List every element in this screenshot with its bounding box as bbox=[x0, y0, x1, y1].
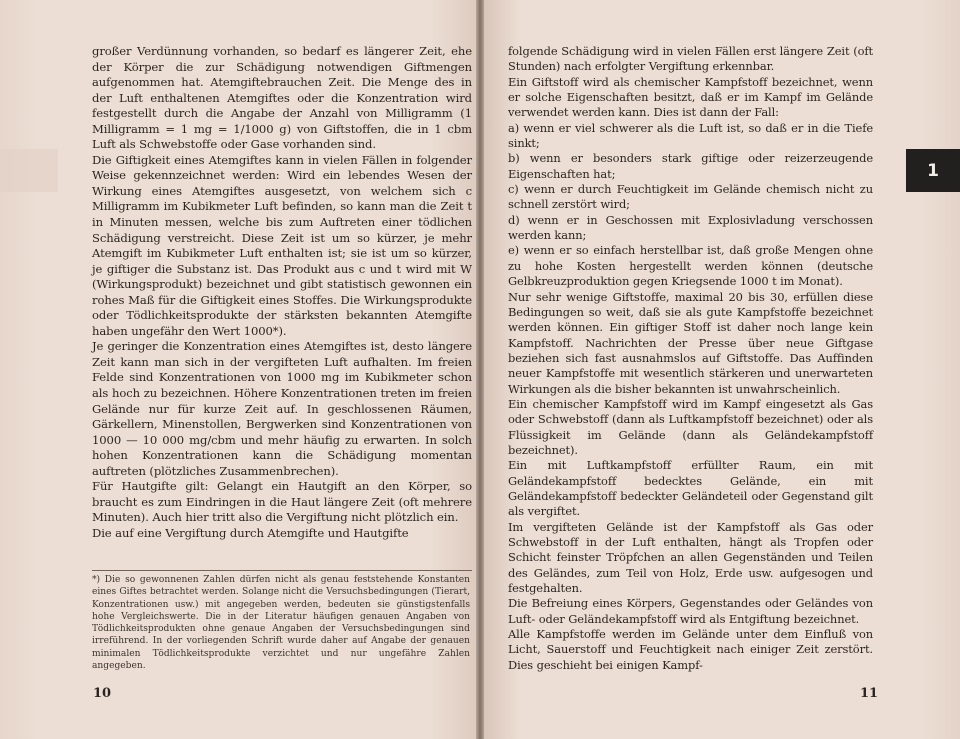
page-number-left: 10 bbox=[93, 686, 112, 701]
chapter-tab: 1 bbox=[906, 149, 960, 192]
right-page-body-text: folgende Schädigung wird in vielen Fällen erst längere Zeit (oft Stunden) nach erfolgter Vergiftung erkennbar. Ein Giftstoff wird als chemischer Kampfstoff bezeichnet, wenn er solche Eigenschaften besitzt, daß er im Kampf im Gelände verwendet werden kann. Dies ist dann der Fall: a) wenn er viel schwerer als die Luft ist, so daß er in die Tiefe sinkt; b) wenn er besonders stark giftige oder reizerzeugende Eigenschaften hat; c) wenn er durch Feuchtigkeit im Gelände chemisch nicht zu schnell zerstört wird; d) wenn er in Geschossen mit Explosivladung verschossen werden kann; e) wenn er so einfach herstellbar ist, daß große Mengen ohne zu hohe Kosten hergestellt werden können (deutsche Gelbkreuzproduktion gegen Kriegsende 1000 t im Monat). Nur sehr wenige Giftstoffe, maximal 20 bis 30, erfüllen diese Bedingungen so weit, daß sie als gute Kampfstoffe bezeichnet werden können. Ein giftiger Stoff ist daher noch lange kein Kampfstoff. Nachrichten der Presse über neue Giftgase beziehen sich fast ausnahmslos auf Giftstoffe. Das Auffinden neuer Kampfstoffe mit wesentlich stärkeren und unerwarteten Wirkungen als die bisher bekannten ist unwahrscheinlich. Ein chemischer Kampfstoff wird im Kampf eingesetzt als Gas oder Schwebstoff (dann als Luftkampfstoff bezeichnet) oder als Flüssigkeit im Gelände (dann als Geländekampfstoff bezeichnet). Ein mit Luftkampfstoff erfüllter Raum, ein mit Geländekampfstoff bedecktes Gelände, ein mit Geländekampfstoff bedeckter Geländeteil oder Gegenstand gilt als vergiftet. Im vergifteten Gelände ist der Kampfstoff als Gas oder Schwebstoff in der Luft enthalten, hängt als Tropfen oder Schicht feinster Tröpfchen an allen Gegenständen und Teilen des Geländes, zum Teil von Holz, Erde usw. aufgesogen und festgehalten. Die Befreiung eines Körpers, Gegenstandes oder Geländes von Luft- oder Geländekampfstoff wird als Entgiftung bezeichnet. Alle Kampfstoffe werden im Gelände unter dem Einfluß von Licht, Sauerstoff und Feuchtigkeit nach einiger Zeit zerstört. Dies geschieht bei einigen Kampf- bbox=[508, 44, 873, 672]
left-page-body-text: großer Verdünnung vorhanden, so bedarf es längerer Zeit, ehe der Körper die zur Schädigung notwendigen Giftmengen aufgenommen hat. Atemgiftebrauchen Zeit. Die Menge des in der Luft enthaltenen Atemgiftes oder die Konzentration wird festgestellt durch die Angabe der Anzahl von Milligramm (1 Milligramm = 1 mg = 1/1000 g) von Giftstoffen, die in 1 cbm Luft als Schwebstoffe oder Gase vorhanden sind. Die Giftigkeit eines Atemgiftes kann in vielen Fällen in folgender Weise gekennzeichnet werden: Wird ein lebendes Wesen der Wirkung eines Atemgiftes ausgesetzt, von welchem sich c Milligramm im Kubikmeter Luft befinden, so kann man die Zeit t in Minuten messen, welche bis zum Auftreten einer tödlichen Schädigung verstreicht. Diese Zeit ist um so kürzer, je mehr Atemgift im Kubikmeter Luft enthalten ist; sie ist um so kürzer, je giftiger die Substanz ist. Das Produkt aus c und t wird mit W (Wirkungsprodukt) bezeichnet und gibt statistisch gewonnen ein rohes Maß für die Giftigkeit eines Stoffes. Die Wirkungsprodukte oder Tödlichkeitsprodukte der stärksten bekannten Atemgifte haben ungefähr den Wert 1000*). Je geringer die Konzentration eines Atemgiftes ist, desto längere Zeit kann man sich in der vergifteten Luft aufhalten. Im freien Felde sind Konzentrationen von 1000 mg im Kubikmeter schon als hoch zu bezeichnen. Höhere Konzentrationen treten im freien Gelände nur für kurze Zeit auf. In geschlossenen Räumen, Gärkellern, Minenstollen, Bergwerken sind Konzentrationen von 1000 — 10 000 mg/cbm und mehr häufig zu erwarten. In solch hohen Konzentrationen kann die Schädigung momentan auftreten (plötzliches Zusammenbrechen). Für Hautgifte gilt: Gelangt ein Hautgift an den Körper, so braucht es zum Eindringen in die Haut längere Zeit (oft mehrere Minuten). Auch hier tritt also die Vergiftung nicht plötzlich ein. Die auf eine Vergiftung durch Atemgifte und Hautgifte bbox=[92, 44, 472, 540]
footnote-separator bbox=[92, 570, 472, 571]
book-gutter bbox=[476, 0, 484, 739]
left-page-footnote: *) Die so gewonnenen Zahlen dürfen nicht als genau feststehende Konstanten eines Giftes betrachtet werden. Solange nicht die Versuchsbedingungen (Tierart, Konzentrationen usw.) mit angegeben werden, bedeuten sie günstigstenfalls hohe Vergleichswerte. Die in der Literatur häufigen genauen Angaben von Tödlichkeitsprodukten ohne genaue Angaben der Versuchsbedingungen sind irreführend. In der vorliegenden Schrift wurde daher auf Angabe der genauen minimalen Tödlichkeitsprodukte verzichtet und nur ungefähre Zahlen angegeben. bbox=[92, 575, 470, 672]
page-number-right: 11 bbox=[860, 686, 879, 701]
chapter-tab-show-through bbox=[0, 149, 58, 192]
